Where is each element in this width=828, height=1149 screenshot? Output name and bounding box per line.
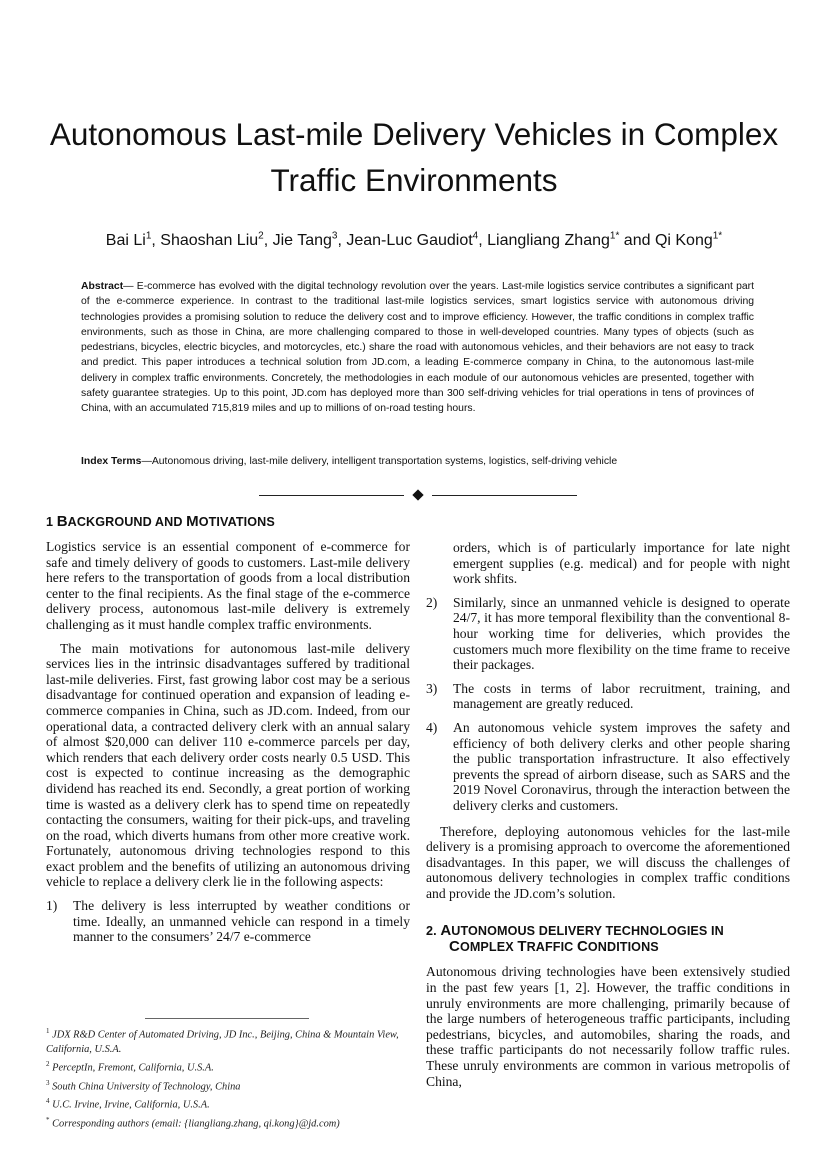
footnote (46, 1024, 418, 1057)
author-separator: , (478, 232, 488, 249)
author-name: Qi Kong (654, 232, 713, 249)
abstract-label: Abstract (81, 281, 124, 292)
footnote-mark: 1 (46, 1027, 50, 1035)
list-item-number: 2) (426, 594, 438, 610)
footnote-text: PerceptIn, Fremont, California, U.S.A. (49, 1062, 214, 1074)
footnote-rule (145, 1018, 309, 1019)
author-affiliation-mark: 1 (145, 230, 152, 242)
index-terms-text: Autonomous driving, last-mile delivery, intelligent transportation systems, logistics, self-driving vehicle (151, 456, 618, 467)
list-item-text: The delivery is less interrupted by weather conditions or time. Ideally, an unmanned vehicle can respond in a timely manner to the consumers’ 24/7 e-commerce (73, 898, 410, 945)
list-item-3 (426, 681, 790, 712)
list-item-number: 3) (426, 680, 438, 696)
list-item-number: 4) (426, 719, 438, 735)
section-1-paragraph-1: Logistics service is an essential component of e-commerce for safe and timely delivery of goods to customers. Last-mile delivery here refers to the transportation of goods from a local distribution center to the final recipients. As the final stage of the e-commerce delivery process, autonomous last-mile delivery is extremely challenging as it must handle complex traffic environments. (46, 539, 410, 632)
author-separator: , (337, 232, 347, 249)
author-name: Jean-Luc Gaudiot (346, 232, 473, 249)
footnote-mark: 2 (46, 1060, 50, 1069)
author-affiliation-mark: 2 (258, 230, 264, 242)
list-item-text: An autonomous vehicle system improves the safety and efficiency of both delivery clerks and other people sharing the public transportation infrastructure. It also effectively prevents the spread of airborn disease, such as SARS and the 2019 Novel Coronavirus, through the interaction between the delivery clerks and customers. (453, 719, 790, 813)
divider-line-left (259, 495, 404, 496)
abstract (81, 279, 754, 417)
author-separator: , (263, 232, 273, 249)
footnote-text: JDX R&D Center of Automated Driving, JD Inc., Beijing, China & Mountain View, California, U.S.A. (46, 1029, 399, 1056)
author-name: Bai Li (105, 232, 146, 249)
author-affiliation-mark: 1* (609, 230, 620, 242)
section-1-paragraph-2: The main motivations for autonomous last-mile delivery services lies in the intrinsic disadvantages suffered by traditional last-mile deliveries. First, fast growing labor cost may be a serious disadvantage for continued operation and expansion of leading e-commerce companies in China, such as JD.com. Indeed, from our operational data, a contracted delivery clerk with an annual salary of almost $20,000 can deliver 110 e-commerce parcels per day, which renders that each delivery order costs nearly 0.5 USD. This cost is expected to continue increasing as the demographic dividend has reached its end. Secondly, a great portion of working time is wasted as a delivery clerk has to spend time on repeatedly contacting the consumers, waiting for their pick-ups, and traveling on the road, which diverts humans from other more creative work. Fortunately, autonomous driving technologies respond to this exact problem and the benefits of utilizing an autonomous driving vehicle to replace a delivery clerk lie in the following aspects: (46, 640, 410, 890)
index-terms-label: Index Terms (81, 456, 142, 467)
author-affiliation-mark: 3 (331, 230, 338, 242)
list-item-2 (426, 595, 790, 673)
author-separator: , (151, 232, 161, 249)
diamond-icon (412, 489, 423, 500)
list-item-1 (46, 898, 410, 945)
section-1-closing-paragraph: Therefore, deploying autonomous vehicles for the last-mile delivery is a promising approach to overcome the aforementioned disadvantages. In this paper, we will discuss the challenges of autonomous delivery technologies in complex traffic conditions and provide the JD.com’s solution. (426, 823, 790, 901)
abstract-text: E-commerce has evolved with the digital technology revolution over the years. Last-mile logistics service contributes a significant part of the e-commerce experience. In contrast to the traditional last-mile logistics services, smart logistics service with autonomous driving technologies provides a promising solution to reduce the delivery cost and to improve efficiency. However, the traffic conditions in complex traffic environments, such as those in China, are more challenging compared to those in well-developed countries. Many types of objects (such as pedestrians, bicycles, electric bicycles, and motorcycles, etc.) share the road with autonomous vehicles, and their behaviors are not easy to track and predict. This paper introduces a technical solution from JD.com, a leading E-commerce company in China, to the autonomous last-mile delivery in complex traffic environments. Concretely, the methodologies in each module of our autonomous vehicles are presented, together with safety guarantee strategies. Up to this point, JD.com has deployed more than 300 self-driving vehicles for trial operations in tens of provinces of China, with an accumulated 715,819 miles and up to millions of on-road testing hours. (81, 281, 754, 415)
footnote (46, 1113, 418, 1131)
list-item-text: orders, which is of particularly importance for late night emergent supplies (e.g. medical) and for people with night work shfits. (453, 540, 790, 587)
author-affiliation-mark: 1* (712, 230, 723, 242)
author-name: Shaoshan Liu (160, 232, 259, 249)
footnote-mark: * (46, 1115, 50, 1124)
footnote-text: U.C. Irvine, Irvine, California, U.S.A. (49, 1099, 210, 1111)
abstract-dash: — (123, 281, 137, 292)
divider-line-right (432, 495, 577, 496)
list-item-1-continued (426, 540, 790, 587)
paper-title: Autonomous Last-mile Delivery Vehicles in Complex Traffic Environments (49, 116, 779, 199)
list-item-4 (426, 720, 790, 814)
footnote-mark: 3 (46, 1078, 50, 1087)
author-affiliation-mark: 4 (472, 230, 479, 242)
section-2-paragraph-1: Autonomous driving technologies have been extensively studied in the past few years [1, 2]. However, the traffic conditions in unruly environments are more challenging, primarily because of the large numbers of heterogeneous traffic participants, including pedestrians, bicycles, and automobiles, sharing the roads, and these traffic participants do not necessarily follow traffic rules. These unruly environments are common in various metropolis of China, (426, 964, 790, 1089)
footnotes (46, 1024, 418, 1131)
right-column (426, 540, 790, 1089)
index-terms (81, 454, 754, 469)
footnote-mark: 4 (46, 1097, 50, 1106)
author-name: Liangliang Zhang (487, 232, 610, 249)
section-2-heading: 2. AUTONOMOUS DELIVERY TECHNOLOGIES IN COMPLEX TRAFFIC CONDITIONS (426, 922, 724, 956)
footnote (46, 1094, 418, 1112)
section-1-heading: 1 BACKGROUND AND MOTIVATIONS (46, 513, 275, 530)
author-separator: and (619, 232, 655, 249)
footnote-text: South China University of Technology, China (49, 1081, 241, 1093)
list-item-text: The costs in terms of labor recruitment, training, and management are greatly reduced. (453, 680, 790, 712)
index-terms-dash: — (141, 456, 152, 467)
list-item-number: 1) (46, 898, 58, 914)
author-name: Jie Tang (272, 232, 332, 249)
list-item-text: Similarly, since an unmanned vehicle is designed to operate 24/7, it has more temporal flexibility than the conventional 8-hour working time for deliveries, which provides the customers much more flexibility on the time frame to receive their packages. (453, 594, 790, 673)
footnote (46, 1057, 418, 1075)
section-divider (259, 488, 577, 504)
footnote (46, 1076, 418, 1094)
footnote-text: Corresponding authors (email: {liangliang.zhang, qi.kong}@jd.com) (49, 1118, 340, 1130)
left-column (46, 514, 410, 945)
author-list (20, 230, 808, 252)
